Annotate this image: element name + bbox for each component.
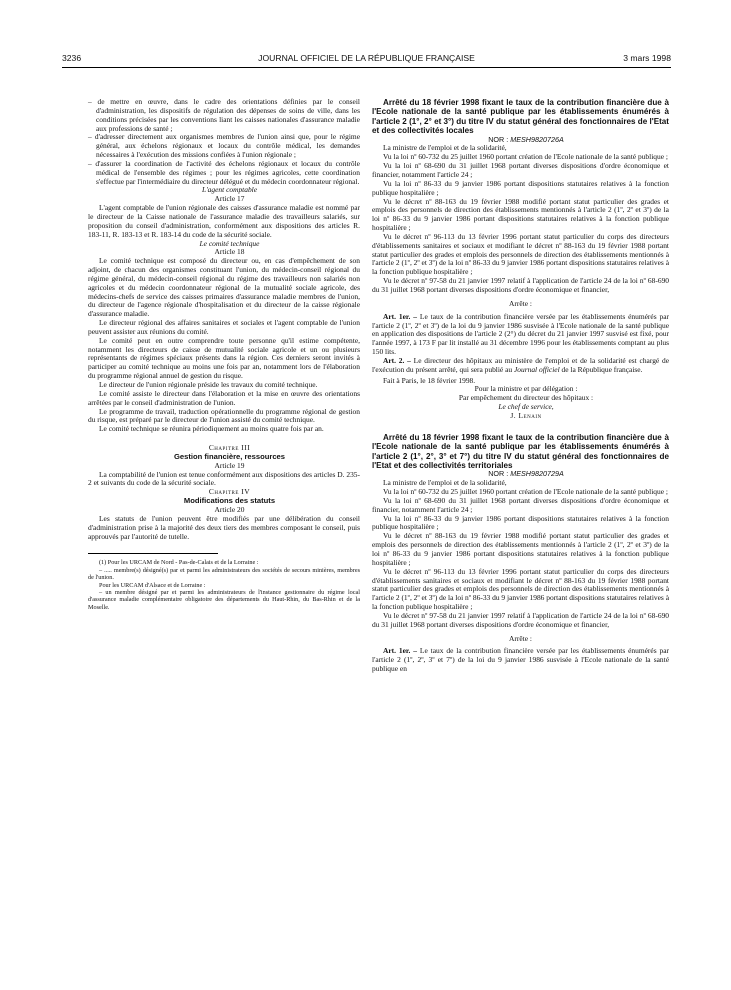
- list-item: – d'assurer la coordination de l'activité des échelons régionaux et locaux du contrôle médical de l'ensemble des régimes ; pour les régimes agricoles, cette coordination s'effectue par l'intermédiaire du directeur délégué et du médecin coordonnateur régional.: [88, 158, 360, 186]
- footnote: Pour les URCAM d'Alsace et de Lorraine :: [99, 581, 206, 589]
- paragraph: Le comité peut en outre comprendre toute personne qu'il estime compétente, notamment les directeurs de caisse de mutualité sociale agricole et un ou plusieurs représentants de régimes spéciaux présents dans la région. Ces derniers seront invités à participer au comité technique au moins une fois par an, notamment lors de l'élaboration du programme régional annuel de gestion du risque.: [88, 335, 360, 381]
- list-item: – d'adresser directement aux organismes membres de l'union ainsi que, pour le régime général, aux échelons régionaux et locaux du contrôle médical, les demandes nécessaires à l'exécution des missions confiées à l'union régionale ;: [88, 132, 360, 160]
- footnotes: [88, 559, 360, 611]
- page-number: 3236: [62, 53, 82, 63]
- article-1-text: Le taux de la contribution financière versée par les établissements énumérés par l'article 2 (1º, 2º, 3º et 7º) de la loi du 9 janvier 1986 susvisée à l'Ecole nationale de la santé publique en: [372, 646, 669, 674]
- signature-line: Pour la ministre et par délégation :: [474, 384, 578, 394]
- arrete-label: Arrête :: [509, 633, 532, 643]
- paragraph: Le comité technique est composé du directeur ou, en cas d'empêchement de son adjoint, de chacun des organismes constituant l'union, du médecin-conseil régional du régime général, du médecin-conseil régional du régime des travailleurs non salariés non agricoles et du médecin coordonnateur régional de la mutualité sociale agricole, des médecins-chefs de service des caisses primaires d'assurance maladie membres de l'union, du directeur de l'agence régionale d'hospitalisation et du directeur de la caisse régionale d'assurance maladie.: [88, 256, 360, 319]
- decree-separator: [372, 421, 669, 433]
- article-18-label: Article 18: [214, 247, 245, 257]
- paragraph: Le directeur régional des affaires sanitaires et sociales et l'agent comptable de l'union peuvent assister aux réunions du comité.: [88, 318, 360, 336]
- visa: Vu la loi nº 86-33 du 9 janvier 1986 portant dispositions statutaires relatives à la fonction publique hospitalière ;: [372, 178, 669, 197]
- right-column: [372, 98, 669, 674]
- article-17-label: Article 17: [214, 194, 245, 204]
- nor-reference: MESH9820726A: [510, 134, 564, 144]
- visa: La ministre de l'emploi et de la solidarité,: [383, 143, 507, 153]
- chapter-4-label: Chapitre IV: [208, 487, 251, 497]
- section-heading-comite-technique: Le comité technique: [199, 238, 260, 248]
- article-1-text: Le taux de la contribution financière versée par les établissements énumérés par l'article 2 (1º, 2º et 3º) de la loi du 9 janvier 1986 susvisée à l'Ecole nationale de la santé publique en application des dispositions de l'article 2 (2°) du décret du 21 janvier 1997 susvisé est fixé, pour l'année 1997, à 173 F par lit installé au 31 décembre 1996 pour les établissements comptant au plus 150 lits.: [372, 311, 669, 357]
- visa: Vu la loi nº 60-732 du 25 juillet 1960 portant création de l'Ecole nationale de la santé publique ;: [383, 152, 668, 162]
- chapter-3-title: Gestion financière, ressources: [174, 451, 285, 461]
- visa: Vu le décret nº 96-113 du 13 février 1996 portant statut particulier du corps des directeurs d'établissements sanitaires et sociaux et modifiant le décret nº 88-163 du 19 février 1988 portant statut particulier des grades et emplois des personnels de direction des établissements mentionnés à l'article 2 (1º, 2º et 3º) de la loi nº 86-33 du 9 janvier 1986 portant dispositions statutaires relatives à la fonction publique hospitalière ;: [372, 566, 669, 612]
- article-1: [372, 313, 669, 357]
- signature-line: Par empêchement du directeur des hôpitaux :: [458, 393, 594, 403]
- paragraph: Le programme de travail, traduction opérationnelle du programme régional de gestion du risque, est préparé par le directeur de l'union assisté du comité technique.: [88, 406, 360, 425]
- paragraph: Le directeur de l'union régionale préside les travaux du comité technique.: [99, 380, 318, 389]
- header-rule: [62, 67, 671, 68]
- decree-1-title: Arrêté du 18 février 1998 fixant le taux de la contribution financière due à l'Ecole nationale de la santé publique par les établissements énumérés à l'article 2 (1°, 2° et 3°) du titre IV du statut général des fonctionnaires de l'Etat et des collectivités locales: [372, 98, 669, 136]
- visa: Vu le décret nº 97-58 du 21 janvier 1997 relatif à l'application de l'article 24 de la loi nº 68-690 du 31 juillet 1968 portant diverses dispositions d'ordre économique et financier,: [372, 610, 669, 629]
- list-item: – de mettre en œuvre, dans le cadre des orientations définies par le conseil d'administration, les dispositifs de régulation des dépenses de soins de ville, dans les conditions précisées par les conventions liant les caisses nationales d'assurance maladie aux professions de santé ;: [88, 97, 360, 133]
- article-1-label: Art. 1er. –: [383, 646, 418, 656]
- visa: Vu la loi nº 68-690 du 31 juillet 1968 portant diverses dispositions d'ordre économique et financier, notamment l'article 24 ;: [372, 495, 669, 514]
- paragraph: Le comité technique se réunira périodiquement au moins quatre fois par an.: [99, 424, 324, 434]
- visa: Vu le décret nº 88-163 du 19 février 1988 modifié portant statut particulier des grades et emplois des personnels de direction des établissements mentionnés à l'article 2 (1º, 2º et 3º) de la loi nº 86-33 du 9 janvier 1986 portant dispositions statutaires relatives à la fonction publique hospitalière ;: [372, 531, 669, 567]
- visa: Vu la loi nº 86-33 du 9 janvier 1986 portant dispositions statutaires relatives à la fonction publique hospitalière ;: [372, 513, 669, 532]
- article-2-text: Le directeur des hôpitaux au ministère de l'emploi et de la solidarité est chargé de l'exécution du présent arrêté, qui sera publié au: [372, 355, 670, 374]
- decree-2-title: Arrêté du 18 février 1998 fixant le taux de la contribution financière due à l'Ecole nationale de la santé publique par les établissements énumérés à l'article 2 (1°, 2°, 3° et 7°) du titre IV du statut général des fonctionnaires de l'Etat et des collectivités territoriales: [372, 432, 669, 470]
- article-1: [372, 647, 669, 674]
- visa: La ministre de l'emploi et de la solidarité,: [383, 478, 507, 488]
- journal-title: JOURNAL OFFICIEL DE LA RÉPUBLIQUE FRANÇAISE: [258, 53, 475, 63]
- article-20-text: Les statuts de l'union peuvent être modifiés par une délibération du conseil d'administration prise à la majorité des deux tiers des membres composant le conseil, puis approuvés par l'autorité de tutelle.: [88, 513, 360, 541]
- footnote: (1) Pour les URCAM de Nord - Pas-de-Calais et de la Lorraine :: [99, 559, 259, 567]
- article-1-label: Art. 1er. –: [383, 311, 418, 321]
- footnote: – ..... membre(s) désigné(s) par et parmi les administrateurs des sociétés de secours minières, membres de l'union.: [88, 566, 360, 582]
- visa: Vu la loi nº 68-690 du 31 juillet 1968 portant diverses dispositions d'ordre économique et financier, notamment l'article 24 ;: [372, 161, 669, 179]
- article-20-label: Article 20: [214, 504, 245, 514]
- article-2-label: Art. 2. –: [383, 355, 411, 365]
- paragraph: Le comité assiste le directeur dans l'élaboration et la mise en œuvre des orientations arrêtées par le conseil d'administration de l'union.: [88, 388, 360, 407]
- article-2: [372, 357, 669, 375]
- journal-officiel-ref: Journal officiel: [513, 364, 560, 374]
- section-heading-agent-comptable: L'agent comptable: [201, 185, 258, 195]
- arrete-label: Arrête :: [509, 298, 532, 308]
- footnote: – un membre désigné par et parmi les administrateurs de l'instance gestionnaire du régime local d'assurance maladie complémentaire obligatoire des départements du Haut-Rhin, du Bas-Rhin et de la Moselle.: [88, 588, 360, 611]
- chapter-4-title: Modifications des statuts: [183, 496, 276, 506]
- issue-date: 3 mars 1998: [623, 53, 671, 63]
- left-column: [88, 98, 360, 611]
- page-header: [62, 53, 671, 67]
- signature-line: Le chef de service,: [498, 402, 554, 412]
- visa: Vu le décret nº 96-113 du 13 février 1996 portant statut particulier du corps des directeurs d'établissements sanitaires et sociaux et modifiant le décret nº 88-163 du 19 février 1988 portant statut particulier des grades et emplois des personnels de direction des établissements mentionnés à l'article 2 (1º, 2º et 3º) de la loi nº 86-33 du 9 janvier 1986 portant dispositions statutaires relatives à la fonction publique hospitalière ;: [372, 231, 669, 277]
- article-17-text: L'agent comptable de l'union régionale des caisses d'assurance maladie est nommé par le directeur de la Caisse nationale de l'assurance maladie des travailleurs salariés, sur proposition du conseil d'administration, conformément aux dispositions des articles R. 183-11, R. 183-13 et R. 183-14 du code de la sécurité sociale.: [88, 203, 360, 239]
- footnote-rule: [88, 553, 218, 554]
- visa: Vu le décret nº 88-163 du 19 février 1988 modifié portant statut particulier des grades et emplois des personnels de direction des établissements mentionnés à l'article 2 (1º, 2º et 3º) de la loi nº 86-33 du 9 janvier 1986 portant dispositions statutaires relatives à la fonction publique hospitalière ;: [372, 196, 669, 233]
- article-19-label: Article 19: [214, 460, 245, 470]
- nor-label: NOR :: [488, 469, 509, 479]
- signature-date: Fait à Paris, le 18 février 1998.: [383, 375, 476, 385]
- article-19-text: La comptabilité de l'union est tenue conformément aux dispositions des articles D. 235-2 et suivants du code de la sécurité sociale.: [88, 469, 360, 488]
- nor-reference: MESH9820729A: [510, 469, 564, 479]
- signatory-name: J. Lenain: [510, 410, 542, 420]
- nor-label: NOR :: [488, 134, 509, 144]
- article-2-text-end: de la République française.: [559, 364, 643, 374]
- visa: Vu la loi nº 60-732 du 25 juillet 1960 portant création de l'Ecole nationale de la santé publique ;: [383, 487, 668, 497]
- chapter-3-label: Chapitre III: [208, 443, 251, 453]
- visa: Vu le décret nº 97-58 du 21 janvier 1997 relatif à l'application de l'article 24 de la loi nº 68-690 du 31 juillet 1968 portant diverses dispositions d'ordre économique et financier,: [372, 276, 669, 294]
